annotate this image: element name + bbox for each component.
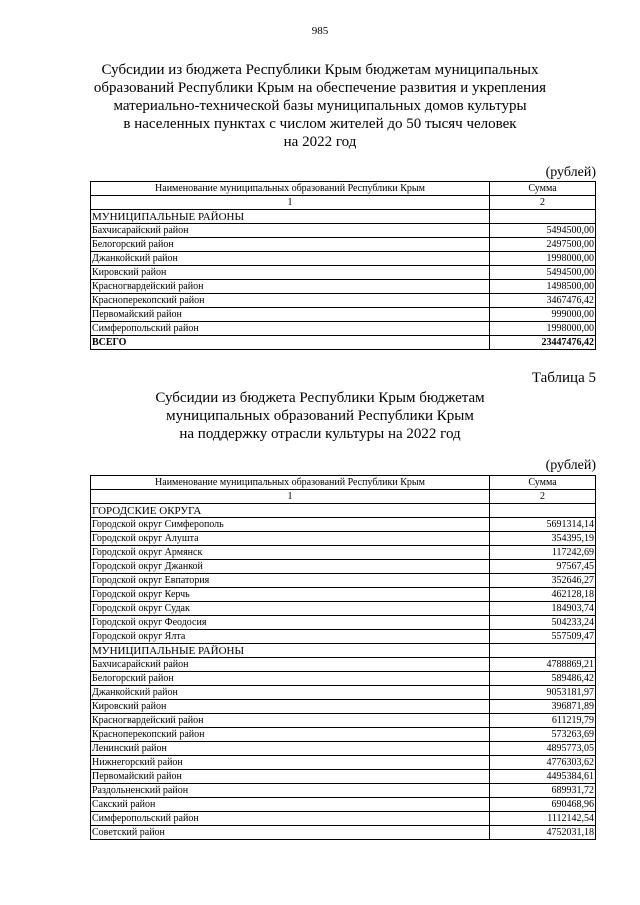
row-sum: 117242,69 — [490, 546, 596, 560]
table-row — [91, 784, 596, 798]
row-sum: 999000,00 — [490, 308, 596, 322]
row-name: Белогорский район — [91, 672, 490, 686]
column-number-row — [91, 196, 596, 210]
row-name: Городской округ Джанкой — [91, 560, 490, 574]
table-row — [91, 686, 596, 700]
row-sum — [490, 210, 596, 224]
row-name: Бахчисарайский район — [91, 224, 490, 238]
row-sum: 5494500,00 — [490, 224, 596, 238]
row-name: Первомайский район — [91, 770, 490, 784]
row-name: Городской округ Феодосия — [91, 616, 490, 630]
table-row — [91, 742, 596, 756]
row-name: Городской округ Армянск — [91, 546, 490, 560]
table-row — [91, 756, 596, 770]
row-sum: 4752031,18 — [490, 826, 596, 840]
table-row — [91, 336, 596, 350]
row-name: Белогорский район — [91, 238, 490, 252]
row-name: Красногвардейский район — [91, 280, 490, 294]
row-sum: 1112142,54 — [490, 812, 596, 826]
table-row — [91, 798, 596, 812]
row-name: Красноперекопский район — [91, 728, 490, 742]
col-sum-header: Сумма — [490, 182, 596, 196]
title-line: на 2022 год — [283, 134, 357, 150]
table-row — [91, 518, 596, 532]
row-sum: 4788869,21 — [490, 658, 596, 672]
title-line: материально-технической базы муниципальных домов культуры — [113, 98, 527, 114]
table-row — [91, 252, 596, 266]
row-sum: 504233,24 — [490, 616, 596, 630]
row-sum: 689931,72 — [490, 784, 596, 798]
row-name: Городской округ Симферополь — [91, 518, 490, 532]
row-sum: 9053181,97 — [490, 686, 596, 700]
row-sum: 23447476,42 — [490, 336, 596, 350]
row-name: МУНИЦИПАЛЬНЫЕ РАЙОНЫ — [91, 644, 490, 658]
table4-unit: (рублей) — [545, 165, 596, 180]
col-num-1: 1 — [91, 490, 490, 504]
row-sum: 354395,19 — [490, 532, 596, 546]
row-sum: 573263,69 — [490, 728, 596, 742]
row-sum: 690468,96 — [490, 798, 596, 812]
row-name: Городской округ Керчь — [91, 588, 490, 602]
table-row — [91, 588, 596, 602]
table-row — [91, 280, 596, 294]
table-row — [91, 728, 596, 742]
table-row — [91, 266, 596, 280]
row-name: Симферопольский район — [91, 322, 490, 336]
row-sum: 97567,45 — [490, 560, 596, 574]
row-sum: 462128,18 — [490, 588, 596, 602]
row-name: Раздольненский район — [91, 784, 490, 798]
table-row — [91, 658, 596, 672]
table4-title — [80, 61, 560, 151]
table-row — [91, 602, 596, 616]
table-row — [91, 826, 596, 840]
row-sum: 4776303,62 — [490, 756, 596, 770]
row-name: Городской округ Евпатория — [91, 574, 490, 588]
row-name: Джанкойский район — [91, 252, 490, 266]
row-name: Советский район — [91, 826, 490, 840]
row-sum: 3467476,42 — [490, 294, 596, 308]
row-name: Джанкойский район — [91, 686, 490, 700]
table-row — [91, 672, 596, 686]
row-sum: 4495384,61 — [490, 770, 596, 784]
table5-title — [80, 389, 560, 443]
row-name: Бахчисарайский район — [91, 658, 490, 672]
header-row — [91, 182, 596, 196]
row-sum: 396871,89 — [490, 700, 596, 714]
title-line: муниципальных образований Республики Крым — [166, 408, 474, 424]
table-row — [91, 546, 596, 560]
table-row — [91, 294, 596, 308]
row-name: Городской округ Судак — [91, 602, 490, 616]
table-row — [91, 560, 596, 574]
table-row — [91, 644, 596, 658]
page-number: 985 — [311, 25, 329, 37]
table-row — [91, 770, 596, 784]
table-row — [91, 238, 596, 252]
title-line: образований Республики Крым на обеспечение развития и укрепления — [93, 80, 547, 96]
row-name: Красноперекопский район — [91, 294, 490, 308]
col-num-1: 1 — [91, 196, 490, 210]
table-row — [91, 812, 596, 826]
table-row — [91, 322, 596, 336]
table-row — [91, 224, 596, 238]
row-sum: 1998000,00 — [490, 322, 596, 336]
row-sum: 557509,47 — [490, 630, 596, 644]
row-sum: 1998000,00 — [490, 252, 596, 266]
row-sum — [490, 504, 596, 518]
row-sum: 589486,42 — [490, 672, 596, 686]
row-name: Симферопольский район — [91, 812, 490, 826]
table-row — [91, 210, 596, 224]
table5-label: Таблица 5 — [531, 370, 596, 386]
title-line: Субсидии из бюджета Республики Крым бюджетам — [155, 390, 485, 406]
col-sum-header: Сумма — [490, 476, 596, 490]
table5-unit: (рублей) — [545, 458, 596, 473]
row-name: ГОРОДСКИЕ ОКРУГА — [91, 504, 490, 518]
table5 — [90, 475, 596, 840]
row-sum: 4895773,05 — [490, 742, 596, 756]
row-name: Первомайский район — [91, 308, 490, 322]
row-name: Городской округ Алушта — [91, 532, 490, 546]
title-line: в населенных пунктах с числом жителей до 50 тысяч человек — [123, 116, 517, 132]
table-row — [91, 308, 596, 322]
row-sum: 184903,74 — [490, 602, 596, 616]
row-name: Кировский район — [91, 700, 490, 714]
col-num-2: 2 — [490, 490, 596, 504]
col-name-header: Наименование муниципальных образований Республики Крым — [91, 476, 490, 490]
row-name: Сакский район — [91, 798, 490, 812]
col-num-2: 2 — [490, 196, 596, 210]
row-sum: 352646,27 — [490, 574, 596, 588]
col-name-header: Наименование муниципальных образований Республики Крым — [91, 182, 490, 196]
title-line: Субсидии из бюджета Республики Крым бюджетам муниципальных — [101, 62, 539, 78]
table-row — [91, 616, 596, 630]
row-sum: 2497500,00 — [490, 238, 596, 252]
title-line: на поддержку отрасли культуры на 2022 год — [179, 426, 461, 442]
header-row — [91, 476, 596, 490]
row-sum: 1498500,00 — [490, 280, 596, 294]
table-row — [91, 630, 596, 644]
table-row — [91, 504, 596, 518]
row-name: Ленинский район — [91, 742, 490, 756]
row-name: Городской округ Ялта — [91, 630, 490, 644]
row-name: ВСЕГО — [91, 336, 490, 350]
row-sum: 611219,79 — [490, 714, 596, 728]
row-name: МУНИЦИПАЛЬНЫЕ РАЙОНЫ — [91, 210, 490, 224]
table4 — [90, 181, 596, 350]
table-row — [91, 714, 596, 728]
table-row — [91, 700, 596, 714]
table-row — [91, 532, 596, 546]
row-name: Красногвардейский район — [91, 714, 490, 728]
row-name: Нижнегорский район — [91, 756, 490, 770]
table-row — [91, 574, 596, 588]
row-sum — [490, 644, 596, 658]
column-number-row — [91, 490, 596, 504]
row-sum: 5494500,00 — [490, 266, 596, 280]
row-name: Кировский район — [91, 266, 490, 280]
row-sum: 5691314,14 — [490, 518, 596, 532]
